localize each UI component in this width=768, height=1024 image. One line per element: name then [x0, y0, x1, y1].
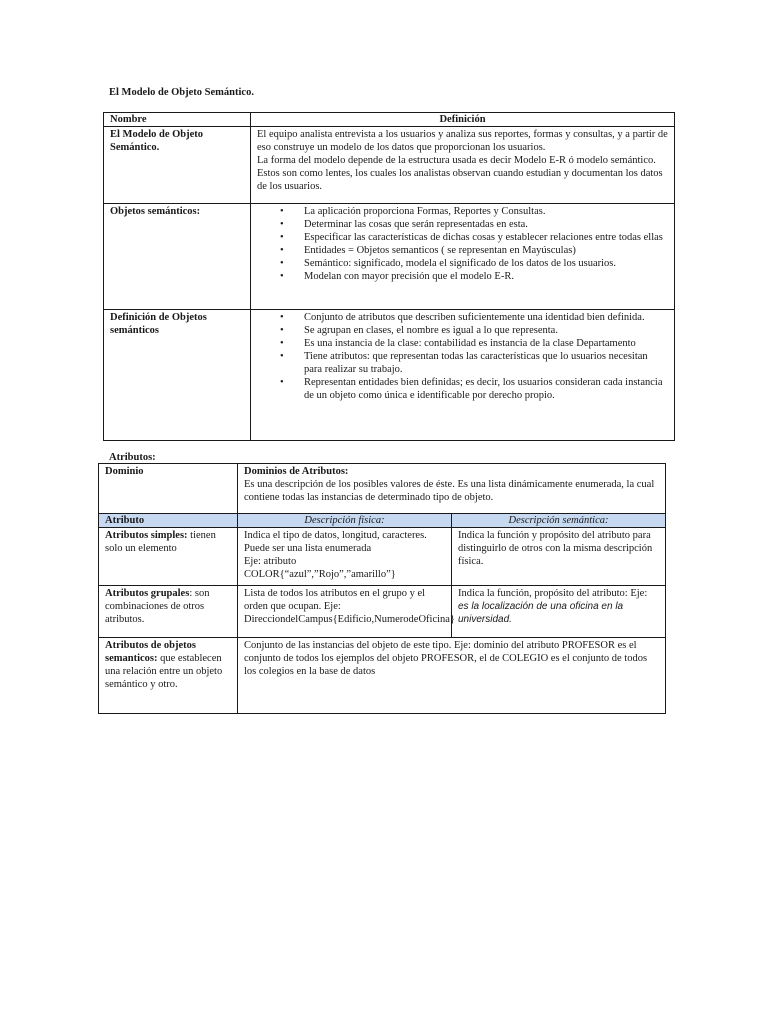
definition-paragraph: La forma del modelo depende de la estructura usada es decir Modelo E-R ó modelo semántico. Estos son como lentes, los cuales los analistas observan cuando estudian y documentan los datos de los usuarios.: [257, 155, 663, 192]
attributes-subtitle: Atributos:: [109, 452, 156, 463]
row-definition: [251, 204, 675, 310]
dominios-text: Es una descripción de los posibles valores de éste. Es una lista dinámicamente enumerada, la cual contiene todas las instancias de determinado tipo de objeto.: [244, 479, 655, 503]
row-name: Objetos semánticos:: [104, 204, 251, 310]
attributes-table: [98, 463, 666, 714]
header-definicion: Definición: [251, 113, 675, 127]
list-item: • Semántico: significado, modela el significado de los datos de los usuarios.: [304, 257, 668, 270]
list-item: • Conjunto de atributos que describen suficientemente una identidad bien definida.: [304, 311, 668, 324]
atributo-cell: [99, 528, 238, 586]
atributo-desc: tienen solo un elemento: [105, 530, 216, 554]
atributo-name: Atributos de objetos semanticos:: [105, 640, 196, 664]
table-row: [104, 204, 675, 310]
semantica-text: Indica la función, propósito del atributo: Eje:: [458, 588, 648, 599]
row-definition: [251, 127, 675, 204]
fisica-cell: Lista de todos los atributos en el grupo y el orden que ocupan. Eje: DirecciondelCampus{Edificio,NumerodeOficina}: [238, 586, 452, 638]
header-atributo: Atributo: [99, 514, 238, 528]
list-item: • Modelan con mayor precisión que el modelo E-R.: [304, 270, 668, 283]
atributo-desc: : son combinaciones de otros atributos.: [105, 588, 210, 625]
fisica-cell: [238, 528, 452, 586]
list-item: • Determinar las cosas que serán representadas en esta.: [304, 218, 668, 231]
semantica-example: es la localización de una oficina en la universidad.: [458, 601, 624, 625]
row-definition: [251, 310, 675, 441]
table-row: [104, 127, 675, 204]
atributo-name: Atributos grupales: [105, 588, 190, 599]
list-item: • Tiene atributos: que representan todas las características que lo usuarios necesitan para realizar su trabajo.: [304, 350, 668, 376]
list-item: • Representan entidades bien definidas; es decir, los usuarios consideran cada instancia de un objeto como única e identificable por derecho propio.: [304, 376, 668, 402]
table-row: [99, 528, 666, 586]
document-title: El Modelo de Objeto Semántico.: [109, 87, 254, 98]
table-row: [104, 310, 675, 441]
list-item: • Es una instancia de la clase: contabilidad es instancia de la clase Departamento: [304, 337, 668, 350]
list-item: • La aplicación proporciona Formas, Reportes y Consultas.: [304, 205, 668, 218]
list-item: • Entidades = Objetos semanticos ( se representan en Mayúsculas): [304, 244, 668, 257]
list-item: • Se agrupan en clases, el nombre es igual a lo que representa.: [304, 324, 668, 337]
fisica-text: Indica el tipo de datos, longitud, caracteres. Puede ser una lista enumerada: [244, 530, 427, 554]
objetos-desc-cell: Conjunto de las instancias del objeto de este tipo. Eje: dominio del atributo PROFESOR es el conjunto de todos los ejemplos del objeto PROFESOR, el de COLEGIO es el conjunto de todos los colegios en la base de datos: [238, 638, 666, 714]
row-name: El Modelo de Objeto Semántico.: [104, 127, 251, 204]
table-row: [99, 586, 666, 638]
atributo-cell: [99, 586, 238, 638]
definition-paragraph: El equipo analista entrevista a los usuarios y analiza sus reportes, formas y consultas, y a partir de eso construye un modelo de los datos que proporcionan los usuarios.: [257, 129, 668, 153]
bullet-list: [257, 205, 668, 283]
table-header-row: [99, 514, 666, 528]
semantica-cell: [452, 586, 666, 638]
dominio-cell: Dominio: [99, 464, 238, 514]
semantic-model-table: [103, 112, 675, 441]
fisica-example: Eje: atributo COLOR{“azul”,”Rojo”,”amarillo”}: [244, 556, 396, 580]
dominios-title: Dominios de Atributos:: [244, 466, 349, 477]
atributo-desc: que establecen una relación entre un objeto semántico y otro.: [105, 653, 223, 690]
header-descripcion-semantica: Descripción semántica:: [452, 514, 666, 528]
row-name: Definición de Objetos semánticos: [104, 310, 251, 441]
header-descripcion-fisica: Descripción física:: [238, 514, 452, 528]
atributo-name: Atributos simples:: [105, 530, 188, 541]
header-nombre: Nombre: [104, 113, 251, 127]
table-row: [99, 464, 666, 514]
semantica-cell: Indica la función y propósito del atributo para distinguirlo de otros con la misma descripción física.: [452, 528, 666, 586]
table-row: [99, 638, 666, 714]
bullet-list: [257, 311, 668, 402]
table-header-row: [104, 113, 675, 127]
list-item: • Especificar las características de dichas cosas y establecer relaciones entre todas ellas: [304, 231, 668, 244]
atributo-cell: [99, 638, 238, 714]
dominios-cell: [238, 464, 666, 514]
